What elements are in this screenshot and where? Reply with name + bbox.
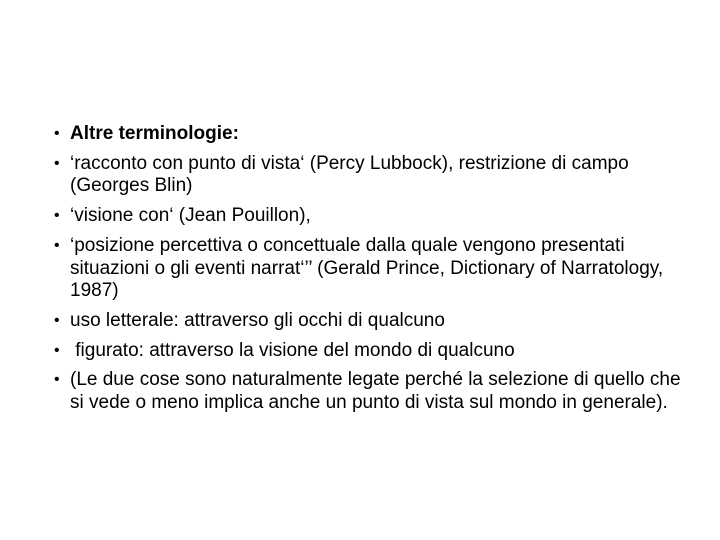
bullet-text: ‘racconto con punto di vista‘ (Percy Lubbock), restrizione di campo (Georges Blin) [70, 152, 629, 197]
bullet-text: (Le due cose sono naturalmente legate perché la selezione di quello che si vede o meno implica anche un punto di vista sul mondo in generale). [70, 369, 681, 414]
bullet-text: ‘posizione percettiva o concettuale dalla quale vengono presentati situazioni o gli eventi narrat‘’’ (Gerald Prince, Dictionary of Narratology, 1987) [70, 234, 664, 302]
bullet-item-literal-use [54, 310, 684, 333]
bullet-text: ‘visione con‘ (Jean Pouillon), [70, 205, 311, 227]
bullet-icon: • [54, 311, 60, 329]
bullet-text: figurato: attraverso la visione del mondo di qualcuno [70, 339, 515, 361]
bullet-icon: • [54, 236, 60, 254]
bullet-icon: • [54, 341, 60, 359]
bullet-text: Altre terminologie: [70, 123, 239, 144]
bullet-icon: • [54, 154, 60, 172]
bullet-text: uso letterale: attraverso gli occhi di qualcuno [70, 309, 445, 331]
bullet-item-pouillon [54, 205, 684, 228]
bullet-item-lubbock [54, 153, 684, 198]
bullet-list [54, 123, 684, 422]
bullet-item-prince [54, 235, 684, 303]
bullet-icon: • [54, 371, 60, 389]
bullet-icon: • [54, 207, 60, 225]
bullet-item-terminology-heading [54, 123, 684, 146]
bullet-item-figurative-use [54, 340, 684, 363]
bullet-icon: • [54, 125, 60, 142]
bullet-item-conclusion [54, 369, 684, 414]
